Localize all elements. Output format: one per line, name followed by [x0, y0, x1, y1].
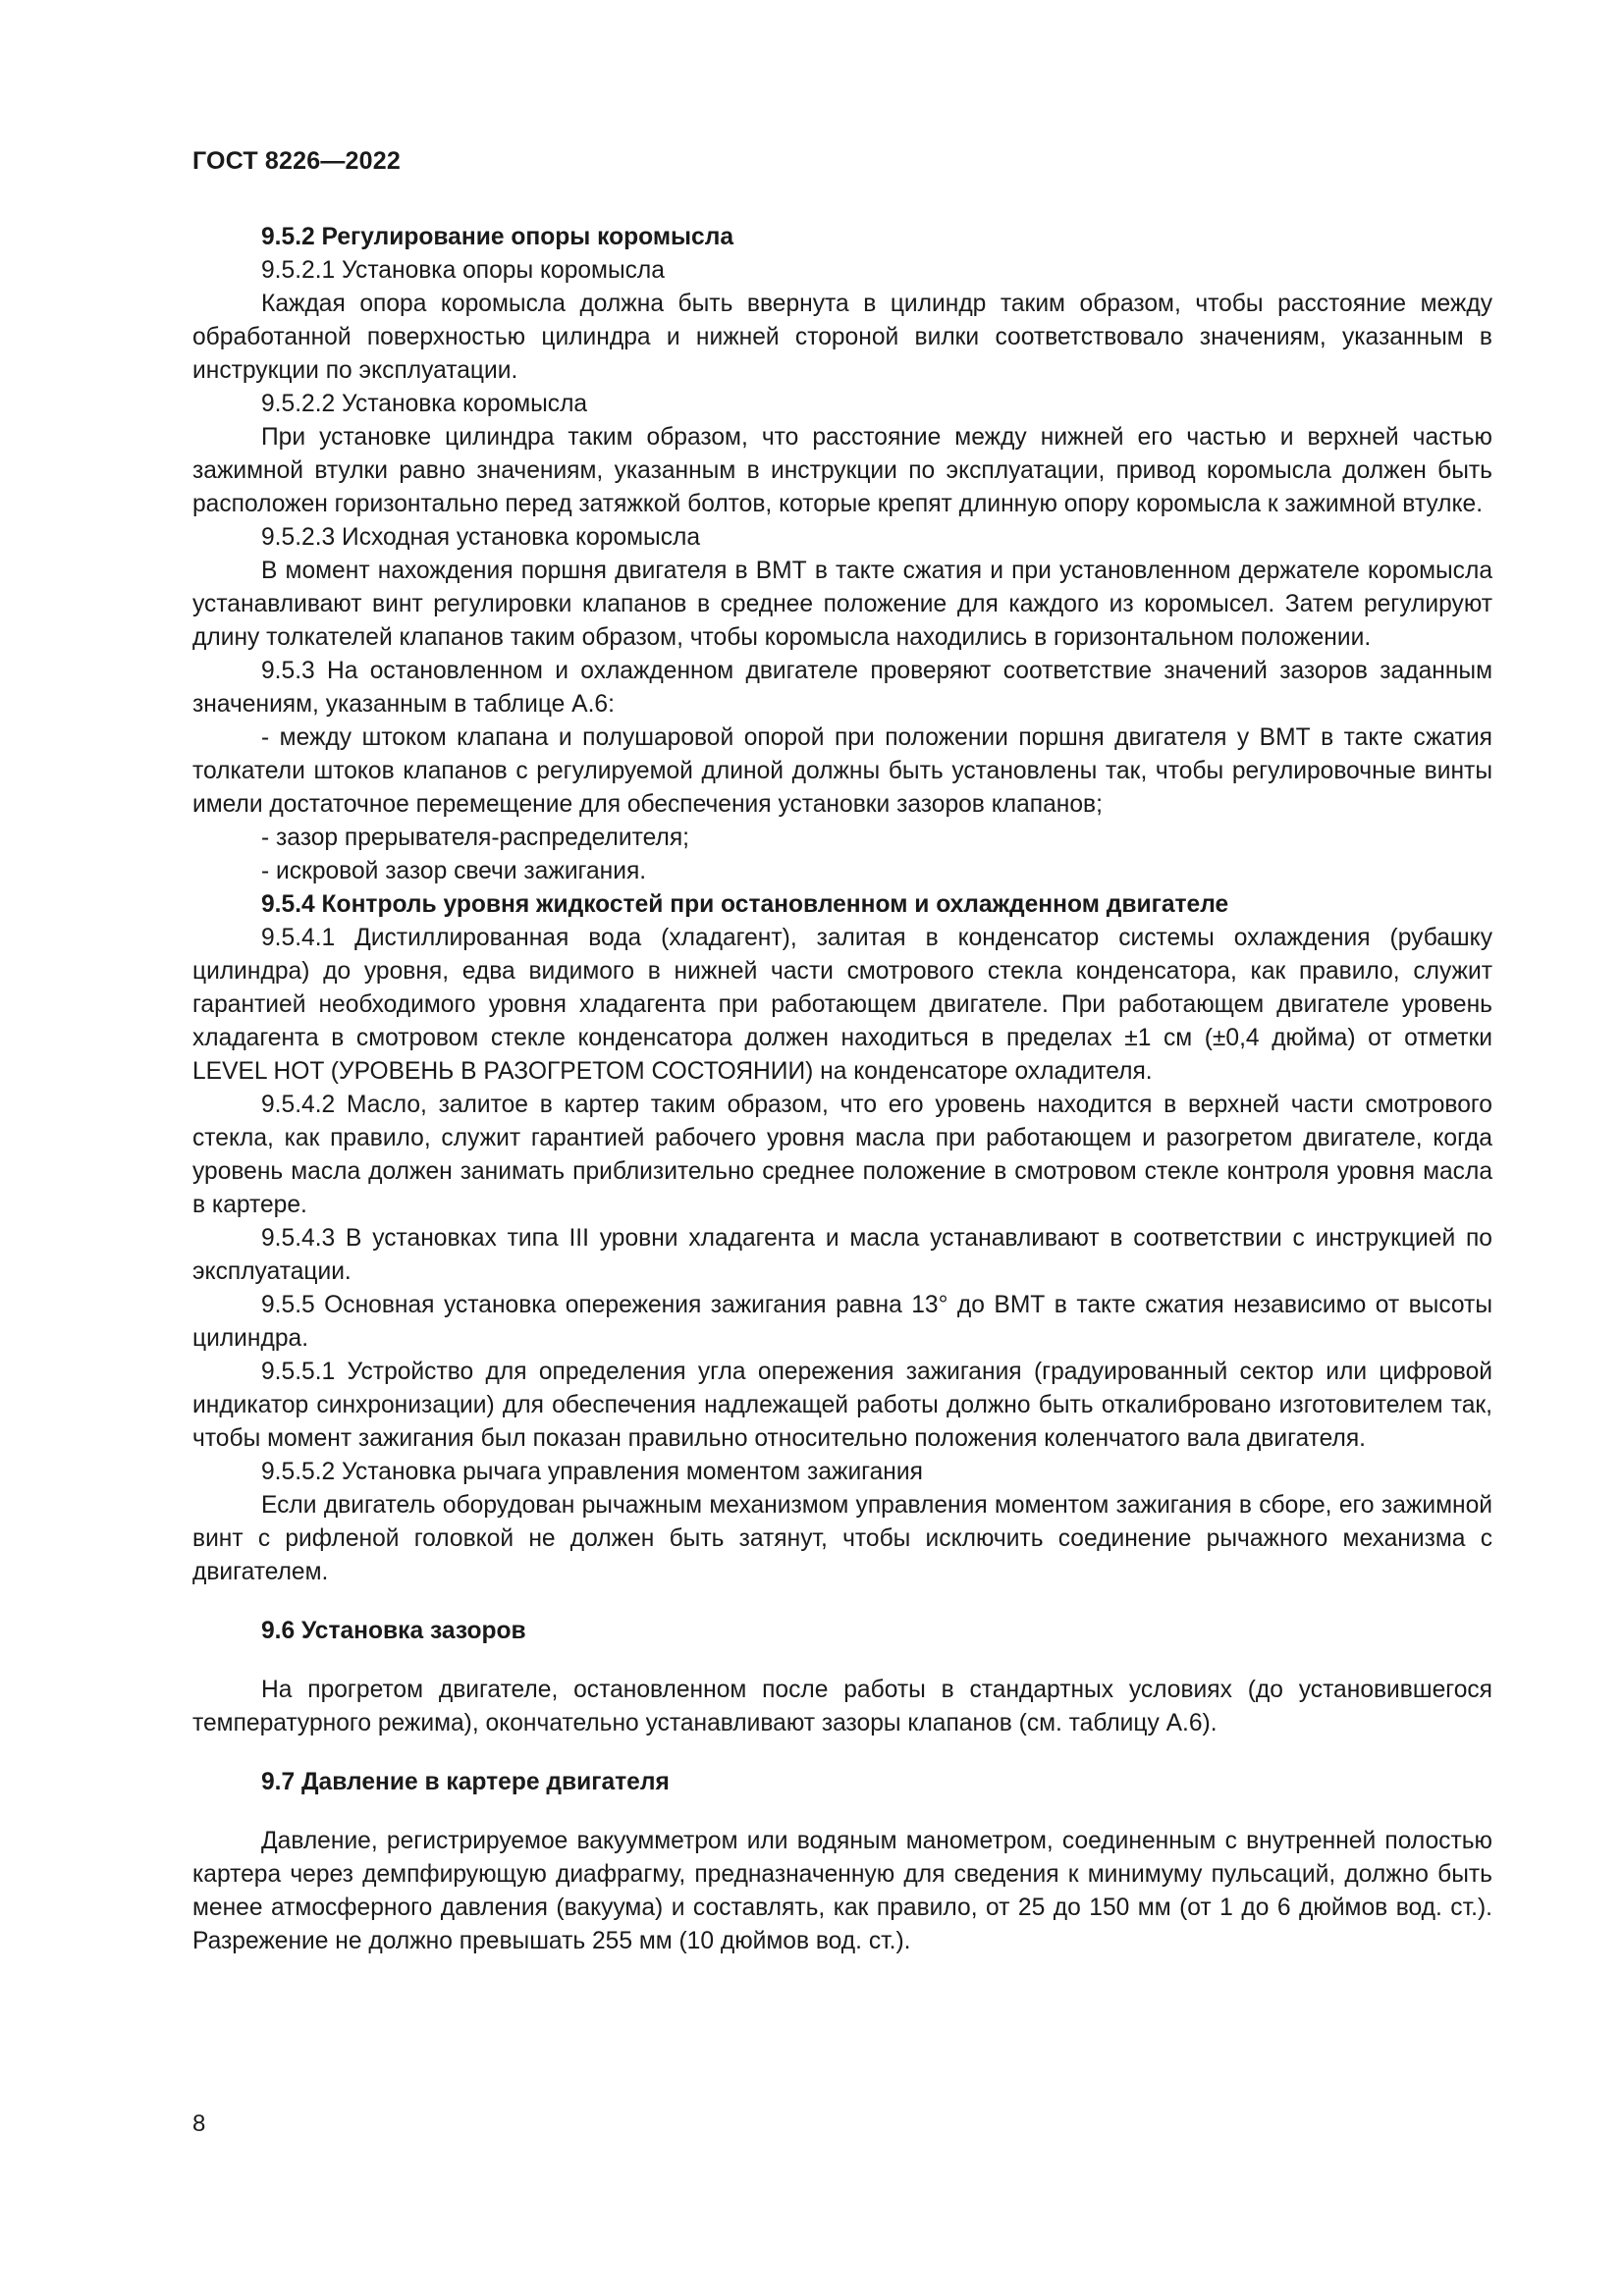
- section-heading-9-6: 9.6 Установка зазоров: [261, 1618, 526, 1644]
- paragraph-9-5-2-2: При установке цилиндра таким образом, что расстояние между нижней его частью и верхней частью зажимной втулки равно значениям, указанным в инструкции по эксплуатации, привод коромысла должен быть расположен горизонтально перед затяжкой болтов, которые крепят длинную опору коромысла к зажимной втулке.: [192, 424, 1492, 517]
- document-header: ГОСТ 8226—2022: [192, 147, 401, 175]
- paragraph-9-5-4-3: 9.5.4.3 В установках типа III уровни хладагента и масла устанавливают в соответствии с инструкцией по эксплуатации.: [192, 1225, 1492, 1285]
- paragraph-9-5-4-2: 9.5.4.2 Масло, залитое в картер таким образом, что его уровень находится в верхней части смотрового стекла, как правило, служит гарантией рабочего уровня масла при работающем и разогретом двигателе, когда уровень масла должен занимать приблизительно среднее положение в смотровом стекле контроля уровня масла в картере.: [192, 1092, 1492, 1218]
- subsection-title-9-5-2-1: 9.5.2.1 Установка опоры коромысла: [261, 257, 665, 284]
- document-body: [192, 221, 1492, 1958]
- paragraph-9-5-4-1: 9.5.4.1 Дистиллированная вода (хладагент), залитая в конденсатор системы охлаждения (рубашку цилиндра) до уровня, едва видимого в нижней части смотрового стекла конденсатора, как правило, служит гарантией необходимого уровня хладагента при работающем двигателе. При работающем двигателе уровень хладагента в смотровом стекле конденсатора должен находиться в пределах ±1 см (±0,4 дюйма) от отметки LEVEL HOT (УРОВЕНЬ В РАЗОГРЕТОМ СОСТОЯНИИ) на конденсаторе охладителя.: [192, 925, 1492, 1085]
- subsection-title-9-5-5-2: 9.5.5.2 Установка рычага управления моментом зажигания: [261, 1459, 923, 1485]
- list-item: - искровой зазор свечи зажигания.: [261, 858, 647, 884]
- paragraph-9-5-5: 9.5.5 Основная установка опережения зажигания равна 13° до ВМТ в такте сжатия независимо от высоты цилиндра.: [192, 1292, 1492, 1352]
- list-item: - между штоком клапана и полушаровой опорой при положении поршня двигателя у ВМТ в такте сжатия толкатели штоков клапанов с регулируемой длиной должны быть установлены так, чтобы регулировочные винты имели достаточное перемещение для обеспечения установки зазоров клапанов;: [192, 724, 1492, 818]
- section-heading-9-7: 9.7 Давление в картере двигателя: [261, 1769, 670, 1795]
- paragraph-9-7: Давление, регистрируемое вакуумметром или водяным манометром, соединенным с внутренней полостью картера через демпфирующую диафрагму, предназначенную для сведения к минимуму пульсаций, должно быть менее атмосферного давления (вакуума) и составлять, как правило, от 25 до 150 мм (от 1 до 6 дюймов вод. ст.). Разрежение не должно превышать 255 мм (10 дюймов вод. ст.).: [192, 1828, 1492, 1954]
- subsection-title-9-5-2-3: 9.5.2.3 Исходная установка коромысла: [261, 524, 701, 551]
- paragraph-9-5-2-3: В момент нахождения поршня двигателя в ВМТ в такте сжатия и при установленном держателе коромысла устанавливают винт регулировки клапанов в среднее положение для каждого из коромысел. Затем регулируют длину толкателей клапанов таким образом, чтобы коромысла находились в горизонтальном положении.: [192, 558, 1492, 651]
- paragraph-9-5-2-1: Каждая опора коромысла должна быть ввернута в цилиндр таким образом, чтобы расстояние между обработанной поверхностью цилиндра и нижней стороной вилки соответствовало значениям, указанным в инструкции по эксплуатации.: [192, 291, 1492, 384]
- page-number: 8: [192, 2110, 206, 2137]
- paragraph-9-6: На прогретом двигателе, остановленном после работы в стандартных условиях (до установившегося температурного режима), окончательно устанавливают зазоры клапанов (см. таблицу А.6).: [192, 1677, 1492, 1736]
- paragraph-9-5-5-2: Если двигатель оборудован рычажным механизмом управления моментом зажигания в сборе, его зажимной винт с рифленой головкой не должен быть затянут, чтобы исключить соединение рычажного механизма с двигателем.: [192, 1492, 1492, 1585]
- section-heading-9-5-2: 9.5.2 Регулирование опоры коромысла: [261, 224, 734, 250]
- list-item: - зазор прерывателя-распределителя;: [261, 825, 689, 851]
- section-heading-9-5-4: 9.5.4 Контроль уровня жидкостей при остановленном и охлажденном двигателе: [261, 891, 1229, 918]
- paragraph-9-5-5-1: 9.5.5.1 Устройство для определения угла опережения зажигания (градуированный сектор или цифровой индикатор синхронизации) для обеспечения надлежащей работы должно быть откалибровано изготовителем так, чтобы момент зажигания был показан правильно относительно положения коленчатого вала двигателя.: [192, 1359, 1492, 1452]
- paragraph-9-5-3: 9.5.3 На остановленном и охлажденном двигателе проверяют соответствие значений зазоров заданным значениям, указанным в таблице А.6:: [192, 658, 1492, 718]
- subsection-title-9-5-2-2: 9.5.2.2 Установка коромысла: [261, 391, 588, 417]
